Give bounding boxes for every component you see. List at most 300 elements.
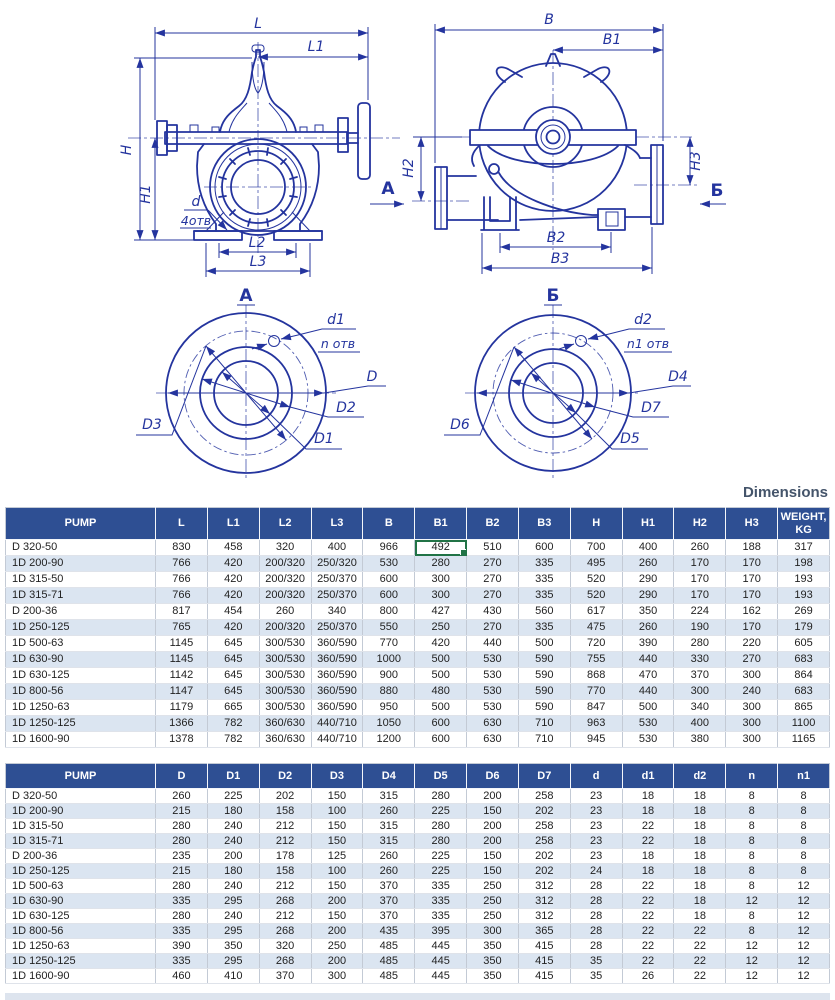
dimension-cell[interactable]: 28	[570, 894, 622, 909]
dimension-cell[interactable]: 158	[259, 804, 311, 819]
dimension-cell[interactable]: 8	[726, 864, 778, 879]
dimension-cell[interactable]: 22	[622, 879, 674, 894]
dimension-cell[interactable]: 520	[570, 572, 622, 588]
dimension-cell[interactable]: 8	[778, 849, 830, 864]
dimension-cell[interactable]: 224	[674, 604, 726, 620]
dimension-cell[interactable]: 260	[674, 540, 726, 556]
dimension-cell[interactable]: 12	[726, 969, 778, 984]
dimension-cell[interactable]: 225	[415, 864, 467, 879]
dimension-cell[interactable]: 250/320	[311, 556, 363, 572]
dimension-cell[interactable]: 470	[622, 668, 674, 684]
dimension-cell[interactable]: 454	[207, 604, 259, 620]
dimension-cell[interactable]: 720	[570, 636, 622, 652]
pump-name-cell[interactable]: 1D 200-90	[6, 804, 156, 819]
dimension-cell[interactable]: 162	[726, 604, 778, 620]
dimension-cell[interactable]: 500	[415, 668, 467, 684]
dimension-cell[interactable]: 260	[156, 789, 208, 804]
dimension-cell[interactable]: 250	[467, 879, 519, 894]
dimension-cell[interactable]: 268	[259, 954, 311, 969]
dimension-cell[interactable]: 300	[311, 969, 363, 984]
dimension-cell[interactable]: 260	[363, 864, 415, 879]
dimension-cell[interactable]: 590	[518, 652, 570, 668]
dimension-cell[interactable]: 280	[415, 789, 467, 804]
dimension-cell[interactable]: 700	[570, 540, 622, 556]
dimension-cell[interactable]: 240	[207, 834, 259, 849]
dimension-cell[interactable]: 315	[363, 834, 415, 849]
dimension-cell[interactable]: 1145	[156, 652, 208, 668]
dimension-cell[interactable]: 950	[363, 700, 415, 716]
dimension-cell[interactable]: 150	[311, 789, 363, 804]
dimension-cell[interactable]: 485	[363, 969, 415, 984]
dimension-cell[interactable]: 847	[570, 700, 622, 716]
dimension-cell[interactable]: 800	[363, 604, 415, 620]
dimension-cell[interactable]: 18	[622, 864, 674, 879]
dimension-cell[interactable]: 170	[674, 572, 726, 588]
dimension-cell[interactable]: 150	[311, 819, 363, 834]
dimension-cell[interactable]: 445	[415, 954, 467, 969]
dimension-cell[interactable]: 400	[674, 716, 726, 732]
dimension-cell[interactable]: 8	[778, 804, 830, 819]
dimension-cell[interactable]: 8	[778, 789, 830, 804]
dimension-cell[interactable]: 198	[778, 556, 830, 572]
dimension-cell[interactable]: 180	[207, 864, 259, 879]
dimension-cell[interactable]: 300	[726, 668, 778, 684]
dimension-cell[interactable]: 240	[726, 684, 778, 700]
dimension-cell[interactable]: 300	[726, 700, 778, 716]
dimension-cell[interactable]: 645	[207, 636, 259, 652]
dimension-cell[interactable]: 430	[467, 604, 519, 620]
dimension-cell[interactable]: 963	[570, 716, 622, 732]
dimension-cell[interactable]: 220	[726, 636, 778, 652]
pump-name-cell[interactable]: D 320-50	[6, 789, 156, 804]
dimension-cell[interactable]: 360/590	[311, 636, 363, 652]
pump-name-cell[interactable]: 1D 315-71	[6, 834, 156, 849]
dimension-cell[interactable]: 250	[467, 894, 519, 909]
dimension-cell[interactable]: 370	[363, 909, 415, 924]
dimension-cell[interactable]: 295	[207, 924, 259, 939]
dimension-cell[interactable]: 590	[518, 668, 570, 684]
dimension-cell[interactable]: 365	[518, 924, 570, 939]
dimension-cell[interactable]: 268	[259, 894, 311, 909]
dimension-cell[interactable]: 190	[674, 620, 726, 636]
pump-name-cell[interactable]: 1D 315-50	[6, 819, 156, 834]
dimension-cell[interactable]: 202	[518, 849, 570, 864]
dimension-cell[interactable]: 1050	[363, 716, 415, 732]
dimension-cell[interactable]: 170	[726, 572, 778, 588]
dimension-cell[interactable]: 300	[415, 572, 467, 588]
dimension-cell[interactable]: 22	[622, 894, 674, 909]
dimension-cell[interactable]: 8	[726, 879, 778, 894]
dimension-cell[interactable]: 12	[778, 879, 830, 894]
dimension-cell[interactable]: 864	[778, 668, 830, 684]
dimension-cell[interactable]: 600	[363, 588, 415, 604]
dimension-cell[interactable]: 23	[570, 819, 622, 834]
dimension-cell[interactable]: 510	[467, 540, 519, 556]
dimension-cell[interactable]: 600	[518, 540, 570, 556]
dimension-cell[interactable]: 300	[726, 716, 778, 732]
dimension-cell[interactable]: 200	[467, 819, 519, 834]
pump-name-cell[interactable]: 1D 1250-125	[6, 954, 156, 969]
dimension-cell[interactable]: 400	[311, 540, 363, 556]
dimension-cell[interactable]: 300/530	[259, 684, 311, 700]
dimension-cell[interactable]: 320	[259, 540, 311, 556]
dimension-cell[interactable]: 18	[674, 819, 726, 834]
dimension-cell[interactable]: 590	[518, 700, 570, 716]
dimension-cell[interactable]: 312	[518, 909, 570, 924]
dimension-cell[interactable]: 8	[778, 864, 830, 879]
dimension-cell[interactable]: 320	[259, 939, 311, 954]
pump-name-cell[interactable]: 1D 1250-63	[6, 939, 156, 954]
dimension-cell[interactable]: 710	[518, 716, 570, 732]
dimension-cell[interactable]: 8	[726, 849, 778, 864]
dimension-cell[interactable]: 212	[259, 834, 311, 849]
dimension-cell[interactable]: 12	[726, 894, 778, 909]
dimension-cell[interactable]: 485	[363, 939, 415, 954]
dimension-cell[interactable]: 150	[467, 849, 519, 864]
dimension-cell[interactable]: 179	[778, 620, 830, 636]
dimension-cell[interactable]: 766	[156, 588, 208, 604]
dimension-cell[interactable]: 22	[622, 909, 674, 924]
dimension-cell[interactable]: 1378	[156, 732, 208, 748]
dimension-cell[interactable]: 390	[622, 636, 674, 652]
dimension-cell[interactable]: 270	[726, 652, 778, 668]
dimension-cell[interactable]: 435	[363, 924, 415, 939]
dimension-cell[interactable]: 530	[363, 556, 415, 572]
dimension-cell[interactable]: 250	[311, 939, 363, 954]
dimension-cell[interactable]: 150	[311, 879, 363, 894]
pump-name-cell[interactable]: 1D 500-63	[6, 636, 156, 652]
dimension-cell[interactable]: 240	[207, 879, 259, 894]
pump-name-cell[interactable]: 1D 200-90	[6, 556, 156, 572]
dimension-cell[interactable]: 200/320	[259, 572, 311, 588]
dimension-cell[interactable]: 250/370	[311, 588, 363, 604]
dimension-cell[interactable]: 335	[415, 879, 467, 894]
dimension-cell[interactable]: 360/590	[311, 684, 363, 700]
dimension-cell[interactable]: 280	[156, 909, 208, 924]
dimension-cell[interactable]: 530	[467, 684, 519, 700]
pump-name-cell[interactable]: 1D 315-50	[6, 572, 156, 588]
dimension-cell[interactable]: 335	[415, 894, 467, 909]
dimension-cell[interactable]: 335	[156, 924, 208, 939]
dimension-cell[interactable]: 200	[311, 924, 363, 939]
dimension-cell[interactable]: 335	[518, 556, 570, 572]
dimension-cell[interactable]: 180	[207, 804, 259, 819]
dimension-cell[interactable]: 1145	[156, 636, 208, 652]
dimension-cell[interactable]: 300/530	[259, 636, 311, 652]
dimension-cell[interactable]: 8	[726, 834, 778, 849]
dimension-cell[interactable]: 683	[778, 684, 830, 700]
dimension-cell[interactable]: 193	[778, 572, 830, 588]
dimension-cell[interactable]: 420	[207, 588, 259, 604]
dimension-cell[interactable]: 440	[622, 652, 674, 668]
dimension-cell[interactable]: 865	[778, 700, 830, 716]
dimension-cell[interactable]: 530	[622, 732, 674, 748]
pump-name-cell[interactable]: 1D 500-63	[6, 879, 156, 894]
dimension-cell[interactable]: 683	[778, 652, 830, 668]
dimension-cell[interactable]: 300/530	[259, 700, 311, 716]
dimension-cell[interactable]: 370	[674, 668, 726, 684]
dimension-cell[interactable]: 26	[622, 969, 674, 984]
dimension-cell[interactable]: 766	[156, 556, 208, 572]
dimension-cell[interactable]: 268	[259, 924, 311, 939]
dimension-cell[interactable]: 280	[156, 834, 208, 849]
dimension-cell[interactable]: 630	[467, 732, 519, 748]
dimension-cell[interactable]: 782	[207, 732, 259, 748]
dimension-cell[interactable]: 12	[778, 909, 830, 924]
dimension-cell[interactable]: 370	[363, 879, 415, 894]
dimension-cell[interactable]: 250/370	[311, 572, 363, 588]
dimension-cell[interactable]: 335	[518, 588, 570, 604]
dimension-cell[interactable]: 335	[415, 909, 467, 924]
dimension-cell[interactable]: 240	[207, 909, 259, 924]
dimension-cell[interactable]: 280	[415, 819, 467, 834]
pump-name-cell[interactable]: 1D 630-90	[6, 894, 156, 909]
dimension-cell[interactable]: 250/370	[311, 620, 363, 636]
dimension-cell[interactable]: 782	[207, 716, 259, 732]
dimension-cell[interactable]: 817	[156, 604, 208, 620]
dimension-cell[interactable]: 460	[156, 969, 208, 984]
dimension-cell[interactable]: 530	[467, 668, 519, 684]
pump-name-cell[interactable]: 1D 800-56	[6, 924, 156, 939]
dimension-cell[interactable]: 200/320	[259, 620, 311, 636]
dimension-cell[interactable]: 1000	[363, 652, 415, 668]
dimension-cell[interactable]: 200	[467, 834, 519, 849]
pump-name-cell[interactable]: 1D 250-125	[6, 864, 156, 879]
dimension-cell[interactable]: 8	[726, 819, 778, 834]
dimension-cell[interactable]: 260	[622, 620, 674, 636]
dimension-cell[interactable]: 260	[363, 804, 415, 819]
dimension-cell[interactable]: 290	[622, 588, 674, 604]
pump-name-cell[interactable]: 1D 315-71	[6, 588, 156, 604]
dimension-cell[interactable]: 258	[518, 834, 570, 849]
dimension-cell[interactable]: 300/530	[259, 668, 311, 684]
pump-name-cell[interactable]: 1D 800-56	[6, 684, 156, 700]
dimension-cell[interactable]: 645	[207, 668, 259, 684]
dimension-cell[interactable]: 170	[726, 556, 778, 572]
dimension-cell[interactable]: 500	[415, 652, 467, 668]
dimension-cell[interactable]: 28	[570, 909, 622, 924]
dimension-cell[interactable]: 28	[570, 924, 622, 939]
dimension-cell[interactable]: 8	[726, 804, 778, 819]
dimension-cell[interactable]: 200/320	[259, 588, 311, 604]
dimension-cell[interactable]: 202	[518, 864, 570, 879]
dimension-cell[interactable]: 350	[467, 969, 519, 984]
dimension-cell[interactable]: 23	[570, 849, 622, 864]
dimension-cell[interactable]: 22	[622, 954, 674, 969]
dimension-cell[interactable]: 280	[156, 879, 208, 894]
dimension-cell[interactable]: 560	[518, 604, 570, 620]
dimension-cell[interactable]: 335	[156, 954, 208, 969]
dimension-cell[interactable]: 18	[674, 909, 726, 924]
dimension-cell[interactable]: 18	[674, 834, 726, 849]
dimension-cell[interactable]: 35	[570, 969, 622, 984]
dimension-cell[interactable]: 170	[674, 556, 726, 572]
dimension-cell[interactable]: 370	[363, 894, 415, 909]
dimension-cell[interactable]: 150	[467, 864, 519, 879]
dimension-cell[interactable]: 500	[415, 700, 467, 716]
dimension-cell[interactable]: 35	[570, 954, 622, 969]
dimension-cell[interactable]: 475	[570, 620, 622, 636]
dimension-cell[interactable]: 225	[415, 849, 467, 864]
dimension-cell[interactable]: 350	[207, 939, 259, 954]
dimension-cell[interactable]: 600	[363, 572, 415, 588]
dimension-cell[interactable]: 390	[156, 939, 208, 954]
dimension-cell[interactable]: 258	[518, 789, 570, 804]
dimension-cell[interactable]: 500	[622, 700, 674, 716]
dimension-cell[interactable]: 18	[674, 849, 726, 864]
dimension-cell[interactable]: 350	[622, 604, 674, 620]
dimension-cell[interactable]: 458	[207, 540, 259, 556]
dimension-cell[interactable]: 317	[778, 540, 830, 556]
dimension-cell[interactable]: 765	[156, 620, 208, 636]
dimension-cell[interactable]: 178	[259, 849, 311, 864]
dimension-cell[interactable]: 945	[570, 732, 622, 748]
dimension-cell[interactable]: 170	[674, 588, 726, 604]
dimension-cell[interactable]: 300/530	[259, 652, 311, 668]
dimension-cell[interactable]: 1142	[156, 668, 208, 684]
dimension-cell[interactable]: 12	[778, 924, 830, 939]
dimension-cell[interactable]: 280	[415, 556, 467, 572]
pump-name-cell[interactable]: 1D 1600-90	[6, 732, 156, 748]
dimension-cell[interactable]: 300	[415, 588, 467, 604]
dimension-cell[interactable]: 495	[570, 556, 622, 572]
pump-name-cell[interactable]: 1D 1250-63	[6, 700, 156, 716]
dimension-cell[interactable]: 18	[622, 789, 674, 804]
dimension-cell[interactable]: 125	[311, 849, 363, 864]
dimension-cell[interactable]: 22	[622, 834, 674, 849]
dimension-cell[interactable]: 400	[622, 540, 674, 556]
dimension-cell[interactable]: 212	[259, 819, 311, 834]
dimension-cell[interactable]: 440	[467, 636, 519, 652]
dimension-cell[interactable]: 215	[156, 864, 208, 879]
dimension-cell[interactable]: 600	[415, 732, 467, 748]
dimension-cell[interactable]: 150	[311, 834, 363, 849]
dimension-cell[interactable]: 200	[311, 954, 363, 969]
dimension-cell[interactable]: 617	[570, 604, 622, 620]
dimension-cell[interactable]: 240	[207, 819, 259, 834]
dimension-cell[interactable]: 270	[467, 572, 519, 588]
pump-name-cell[interactable]: 1D 630-90	[6, 652, 156, 668]
dimension-cell[interactable]: 22	[622, 819, 674, 834]
pump-name-cell[interactable]: D 200-36	[6, 849, 156, 864]
dimension-cell[interactable]: 270	[467, 620, 519, 636]
dimension-cell[interactable]: 1200	[363, 732, 415, 748]
dimension-cell[interactable]: 12	[778, 954, 830, 969]
dimension-cell[interactable]: 225	[207, 789, 259, 804]
dimension-cell[interactable]: 18	[674, 789, 726, 804]
dimension-cell[interactable]: 193	[778, 588, 830, 604]
dimension-cell[interactable]: 360/630	[259, 716, 311, 732]
dimension-cell[interactable]: 530	[622, 716, 674, 732]
dimension-cell[interactable]: 235	[156, 849, 208, 864]
dimension-cell[interactable]: 18	[674, 804, 726, 819]
dimension-cell[interactable]: 22	[674, 954, 726, 969]
dimension-cell[interactable]: 770	[570, 684, 622, 700]
dimension-cell[interactable]: 350	[467, 954, 519, 969]
dimension-cell[interactable]: 18	[674, 864, 726, 879]
dimension-cell[interactable]: 260	[259, 604, 311, 620]
dimension-cell[interactable]: 8	[726, 789, 778, 804]
dimension-cell[interactable]: 8	[778, 819, 830, 834]
dimension-cell[interactable]: 770	[363, 636, 415, 652]
dimension-cell[interactable]: 340	[311, 604, 363, 620]
dimension-cell[interactable]: 1165	[778, 732, 830, 748]
dimension-cell[interactable]: 258	[518, 819, 570, 834]
dimension-cell[interactable]: 500	[518, 636, 570, 652]
dimension-cell[interactable]: 280	[156, 819, 208, 834]
dimension-cell[interactable]: 22	[622, 939, 674, 954]
dimension-cell[interactable]: 335	[518, 620, 570, 636]
dimension-cell[interactable]: 530	[467, 652, 519, 668]
dimension-cell[interactable]: 427	[415, 604, 467, 620]
dimension-cell[interactable]: 445	[415, 939, 467, 954]
pump-name-cell[interactable]: 1D 1600-90	[6, 969, 156, 984]
dimension-cell[interactable]: 200	[311, 894, 363, 909]
dimension-cell[interactable]: 335	[156, 894, 208, 909]
dimension-cell[interactable]: 1147	[156, 684, 208, 700]
dimension-cell[interactable]: 295	[207, 954, 259, 969]
dimension-cell[interactable]: 8	[726, 909, 778, 924]
dimension-cell[interactable]: 315	[363, 789, 415, 804]
dimension-cell[interactable]: 300	[674, 684, 726, 700]
dimension-cell[interactable]: 12	[778, 969, 830, 984]
dimension-cell[interactable]: 360/630	[259, 732, 311, 748]
dimension-cell[interactable]: 225	[415, 804, 467, 819]
dimension-cell[interactable]: 550	[363, 620, 415, 636]
dimension-cell[interactable]: 600	[415, 716, 467, 732]
dimension-cell[interactable]: 1366	[156, 716, 208, 732]
dimension-cell[interactable]: 480	[415, 684, 467, 700]
dimension-cell[interactable]: 605	[778, 636, 830, 652]
dimension-cell[interactable]: 415	[518, 939, 570, 954]
dimension-cell[interactable]: 8	[726, 924, 778, 939]
pump-name-cell[interactable]: D 200-36	[6, 604, 156, 620]
dimension-cell[interactable]: 295	[207, 894, 259, 909]
dimension-cell[interactable]: 24	[570, 864, 622, 879]
dimension-cell[interactable]: 290	[622, 572, 674, 588]
dimension-cell[interactable]: 23	[570, 789, 622, 804]
dimension-cell[interactable]: 380	[674, 732, 726, 748]
dimension-cell[interactable]: 23	[570, 834, 622, 849]
dimension-cell[interactable]: 440	[622, 684, 674, 700]
dimension-cell[interactable]: 312	[518, 879, 570, 894]
dimension-cell[interactable]: 420	[207, 556, 259, 572]
dimension-cell[interactable]: 280	[415, 834, 467, 849]
dimension-cell[interactable]: 215	[156, 804, 208, 819]
dimension-cell[interactable]: 312	[518, 894, 570, 909]
dimension-cell[interactable]: 966	[363, 540, 415, 556]
dimension-cell[interactable]: 755	[570, 652, 622, 668]
dimension-cell[interactable]: 250	[467, 909, 519, 924]
dimension-cell[interactable]: 22	[674, 924, 726, 939]
dimension-cell[interactable]: 200/320	[259, 556, 311, 572]
dimension-cell[interactable]: 360/590	[311, 700, 363, 716]
dimension-cell[interactable]: 22	[622, 924, 674, 939]
dimension-cell[interactable]: 420	[207, 572, 259, 588]
dimension-cell[interactable]: 270	[467, 556, 519, 572]
dimension-cell[interactable]: 12	[778, 894, 830, 909]
dimension-cell[interactable]: 868	[570, 668, 622, 684]
pump-name-cell[interactable]: 1D 250-125	[6, 620, 156, 636]
dimension-cell[interactable]: 22	[674, 969, 726, 984]
dimension-cell[interactable]: 22	[674, 939, 726, 954]
dimension-cell[interactable]: 300	[467, 924, 519, 939]
dimension-cell[interactable]: 415	[518, 954, 570, 969]
dimension-cell[interactable]: 170	[726, 588, 778, 604]
dimension-cell[interactable]: 440/710	[311, 716, 363, 732]
dimension-cell[interactable]: 212	[259, 909, 311, 924]
dimension-cell[interactable]: 100	[311, 804, 363, 819]
